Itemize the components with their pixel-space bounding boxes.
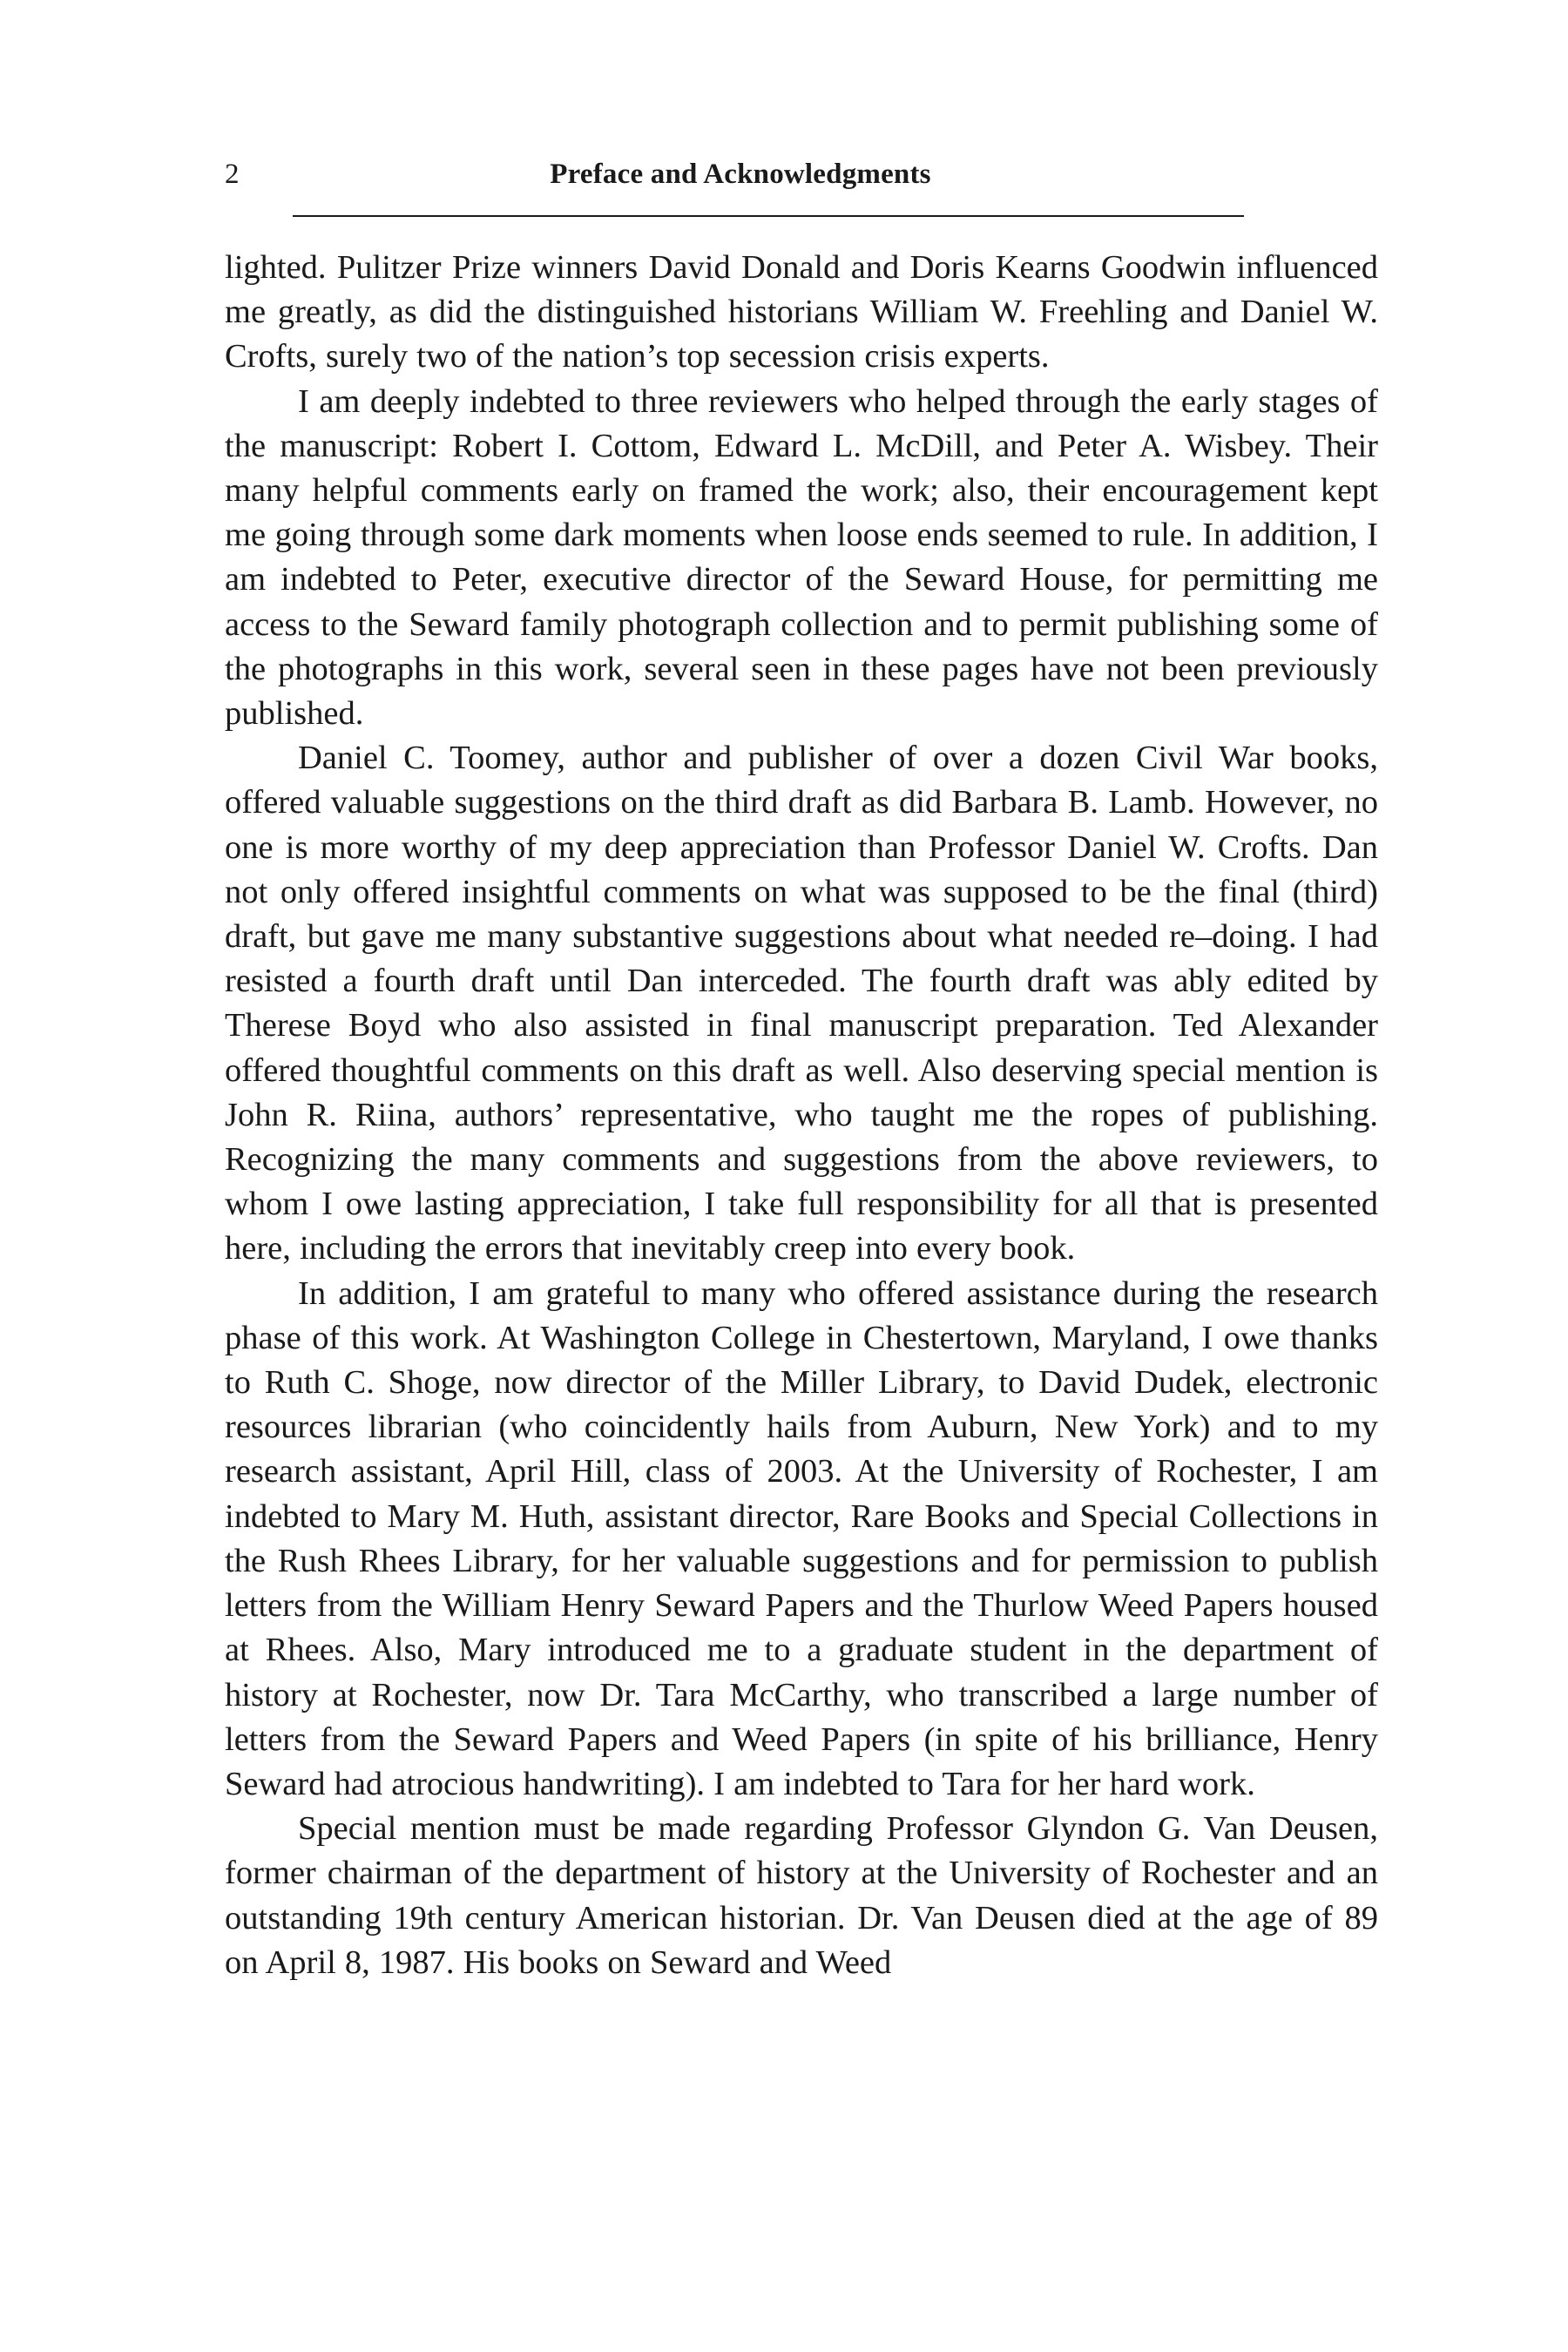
running-head [225,155,1244,199]
paragraph-continued: lighted. Pulitzer Prize winners David Donald and Doris Kearns Goodwin influenced me greatly, as did the distinguished historians William W. Freehling and Daniel W. Crofts, surely two of the nation’s top secession crisis experts. [225,249,1378,375]
paragraph: In addition, I am grateful to many who offered assistance during the research phase of this work. At Washington College in Chestertown, Maryland, I owe thanks to Ruth C. Shoge, now director of the Miller Library, to David Dudek, electronic resources librarian (who coincidently hails from Auburn, New York) and to my research assistant, April Hill, class of 2003. At the University of Rochester, I am indebted to Mary M. Huth, assistant director, Rare Books and Special Collections in the Rush Rhees Library, for her valuable suggestions and for permission to publish letters from the William Henry Seward Papers and the Thurlow Weed Papers housed at Rhees. Also, Mary introduced me to a graduate student in the department of history at Rochester, now Dr. Tara McCarthy, who transcribed a large number of letters from the Seward Papers and Weed Papers (in spite of his brilliance, Henry Seward had atrocious handwriting). I am indebted to Tara for her hard work. [225,1274,1378,1802]
header-rule [293,215,1244,217]
paragraph: I am deeply indebted to three reviewers who helped through the early stages of the manuscript: Robert I. Cottom, Edward L. McDill, and Peter A. Wisbey. Their many helpful comments early on framed the work; also, their encouragement kept me going through some dark moments when loose ends seemed to rule. In addition, I am indebted to Peter, executive director of the Seward House, for permitting me access to the Seward family photograph collection and to permit publishing some of the photographs in this work, several seen in these pages have not been previously published. [225,382,1378,733]
paragraph: Special mention must be made regarding Professor Glyndon G. Van Deusen, former chairman of the department of history at the University of Rochester and an outstanding 19th century American historian. Dr. Van Deusen died at the age of 89 on April 8, 1987. His books on Seward and Weed [225,1810,1378,1981]
body-text [225,246,1378,1985]
paragraph: Daniel C. Toomey, author and publisher of over a dozen Civil War books, offered valuable suggestions on the third draft as did Barbara B. Lamb. However, no one is more worthy of my deep appreciation than Professor Daniel W. Crofts. Dan not only offered insightful comments on what was supposed to be the final (third) draft, but gave me many substantive suggestions about what needed re–doing. I had resisted a fourth draft until Dan interceded. The fourth draft was ably edited by Therese Boyd who also assisted in final manuscript preparation. Ted Alexander offered thoughtful comments on this draft as well. Also deserving special mention is John R. Riina, authors’ representative, who taught me the ropes of publishing. Recognizing the many comments and suggestions from the above reviewers, to whom I owe lasting appreciation, I take full responsibility for all that is presented here, including the errors that inevitably creep into every book. [225,740,1378,1267]
page-number: 2 [225,159,240,190]
running-title: Preface and Acknowledgments [550,159,931,190]
